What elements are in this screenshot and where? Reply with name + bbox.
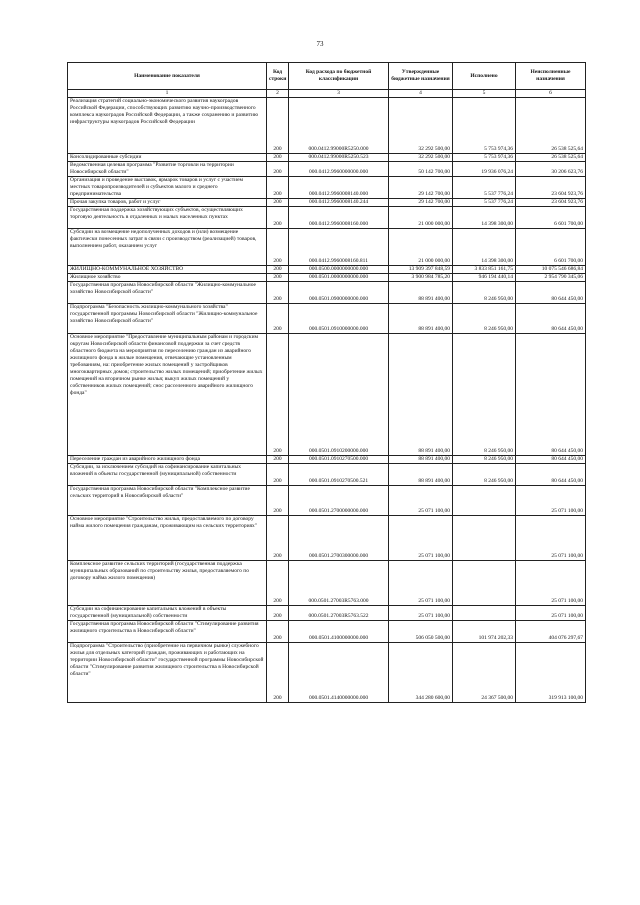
indicator-name-cell: Жилищное хозяйство [68,274,267,282]
approved-amount-cell: 29 142 700,00 [389,199,453,207]
indicator-name-cell: Подпрограмма "Безопасность жилищно-коммунального хозяйства" государственной программы Новосибирской области "Жилищно-коммунальное хозяйство Новосибирской области" [68,304,267,334]
unexecuted-amount-cell: 80 644 450,00 [516,334,586,456]
unexecuted-amount-cell: 319 913 100,00 [516,643,586,703]
table-row [68,207,586,229]
line-code-cell: 200 [267,177,289,199]
line-code-cell: 200 [267,98,289,154]
executed-amount-cell: 8 246 950,00 [453,334,516,456]
executed-amount-cell: 8 246 950,00 [453,464,516,486]
indicator-name-cell: Субсидии на возмещение недополученных доходов и (или) возмещение фактически понесенных затрат в связи с производством (реализацией) товаров, выполнением работ, оказанием услуг [68,229,267,266]
indicator-name-cell: Государственная программа Новосибирской области "Жилищно-коммунальное хозяйство Новосибирской области" [68,282,267,304]
table-row [68,606,586,621]
expense-code-cell: 000.0412.9960008160.000 [289,207,389,229]
column-number: 5 [453,90,516,98]
unexecuted-amount-cell: 25 071 100,00 [516,516,586,561]
executed-amount-cell: 8 246 950,00 [453,456,516,464]
approved-amount-cell: 25 071 100,00 [389,606,453,621]
line-code-cell: 200 [267,266,289,274]
unexecuted-amount-cell: 26 538 525,64 [516,98,586,154]
budget-execution-table [67,62,586,703]
executed-amount-cell: 946 194 440,14 [453,274,516,282]
header-approved: Утвержденные бюджетные назначения [389,63,453,90]
expense-code-cell: 000.0500.0000000000.000 [289,266,389,274]
expense-code-cell: 000.0501.2700300000.000 [289,516,389,561]
executed-amount-cell: 5 753 974,36 [453,98,516,154]
indicator-name-cell: Организация и проведение выставок, ярмарок товаров и услуг с участием местных товаропроизводителей и субъектов малого и среднего предпринимательства [68,177,267,199]
approved-amount-cell: 13 909 397 848,59 [389,266,453,274]
approved-amount-cell: 21 000 000,00 [389,229,453,266]
line-code-cell: 200 [267,282,289,304]
executed-amount-cell: 3 833 851 161,75 [453,266,516,274]
approved-amount-cell: 25 071 100,00 [389,516,453,561]
line-code-cell: 200 [267,229,289,266]
table-row [68,561,586,606]
unexecuted-amount-cell: 6 601 700,00 [516,229,586,266]
header-expense-code: Код расхода по бюджетной классификации [289,63,389,90]
header-unexecuted: Неисполненные назначения [516,63,586,90]
line-code-cell: 200 [267,199,289,207]
indicator-name-cell: Подпрограмма "Строительство (приобретение на первичном рынке) служебного жилья для отдельных категорий граждан, проживающих и работающих на территории Новосибирской области" государственной программы Новосибирской области "Стимулирование развития жилищного строительства в Новосибирской области" [68,643,267,703]
table-row [68,154,586,162]
line-code-cell: 200 [267,456,289,464]
line-code-cell: 200 [267,643,289,703]
line-code-cell: 200 [267,154,289,162]
unexecuted-amount-cell: 2 954 790 345,06 [516,274,586,282]
indicator-name-cell: Реализация стратегий социально-экономического развития наукоградов Российской Федерации, способствующих развитию научно-производственного комплекса наукоградов Российской Федерации, а также сохранению и развитию инфраструктуры наукоградов Российской Федерации [68,98,267,154]
executed-amount-cell [453,606,516,621]
executed-amount-cell: 24 367 500,00 [453,643,516,703]
approved-amount-cell: 32 292 500,00 [389,154,453,162]
approved-amount-cell: 25 071 100,00 [389,561,453,606]
header-indicator-name: Наименование показателя [68,63,267,90]
unexecuted-amount-cell: 10 075 546 686,84 [516,266,586,274]
expense-code-cell: 000.0412.99000R5250.523 [289,154,389,162]
approved-amount-cell: 88 891 400,00 [389,304,453,334]
expense-code-cell: 000.0412.9960008160.811 [289,229,389,266]
unexecuted-amount-cell: 6 601 700,00 [516,207,586,229]
indicator-name-cell: Прочая закупка товаров, работ и услуг [68,199,267,207]
line-code-cell: 200 [267,606,289,621]
approved-amount-cell: 88 891 400,00 [389,456,453,464]
unexecuted-amount-cell: 80 644 450,00 [516,456,586,464]
indicator-name-cell: Основное мероприятие "Строительство жилья, предоставляемого по договору найма жилого помещения гражданам, проживающим на сельских территориях" [68,516,267,561]
table-row [68,456,586,464]
expense-code-cell: 000.0501.0910000000.000 [289,304,389,334]
column-number: 4 [389,90,453,98]
table-row [68,516,586,561]
expense-code-cell: 000.0501.4140000000.000 [289,643,389,703]
unexecuted-amount-cell: 23 604 923,76 [516,177,586,199]
executed-amount-cell: 19 936 076,24 [453,162,516,177]
approved-amount-cell: 21 000 000,00 [389,207,453,229]
indicator-name-cell: Консолидированные субсидии [68,154,267,162]
line-code-cell: 200 [267,464,289,486]
column-number: 3 [289,90,389,98]
approved-amount-cell: 88 891 400,00 [389,282,453,304]
executed-amount-cell: 5 537 776,24 [453,199,516,207]
expense-code-cell: 000.0501.4100000000.000 [289,621,389,643]
line-code-cell: 200 [267,304,289,334]
unexecuted-amount-cell: 30 206 623,76 [516,162,586,177]
indicator-name-cell: Государственная программа Новосибирской области "Комплексное развитие сельских территорий в Новосибирской области" [68,486,267,516]
approved-amount-cell: 88 891 400,00 [389,464,453,486]
unexecuted-amount-cell: 404 076 297,67 [516,621,586,643]
indicator-name-cell: Государственная программа Новосибирской области "Стимулирование развития жилищного строительства в Новосибирской области" [68,621,267,643]
expense-code-cell: 000.0501.2700000000.000 [289,486,389,516]
approved-amount-cell: 50 142 700,00 [389,162,453,177]
executed-amount-cell: 5 753 974,36 [453,154,516,162]
unexecuted-amount-cell: 80 644 450,00 [516,282,586,304]
unexecuted-amount-cell: 80 644 450,00 [516,304,586,334]
unexecuted-amount-cell: 25 071 100,00 [516,561,586,606]
executed-amount-cell [453,516,516,561]
table-row [68,177,586,199]
line-code-cell: 200 [267,516,289,561]
unexecuted-amount-cell: 25 071 100,00 [516,486,586,516]
column-number: 1 [68,90,267,98]
table-row [68,266,586,274]
executed-amount-cell: 14 398 300,00 [453,229,516,266]
table-row [68,464,586,486]
table-row [68,162,586,177]
unexecuted-amount-cell: 26 538 525,64 [516,154,586,162]
expense-code-cell: 000.0412.9960008140.244 [289,199,389,207]
approved-amount-cell: 29 142 700,00 [389,177,453,199]
executed-amount-cell [453,561,516,606]
table-row [68,334,586,456]
line-code-cell: 200 [267,621,289,643]
table-row [68,643,586,703]
column-number-row [68,90,586,98]
unexecuted-amount-cell: 25 071 100,00 [516,606,586,621]
header-executed: Исполнено [453,63,516,90]
expense-code-cell: 000.0501.0000000000.000 [289,274,389,282]
expense-code-cell: 000.0501.27003R5763.522 [289,606,389,621]
line-code-cell: 200 [267,162,289,177]
indicator-name-cell: Субсидии, за исключением субсидий на софинансирование капитальных вложений в объекты государственной (муниципальной) собственности [68,464,267,486]
approved-amount-cell: 344 280 600,00 [389,643,453,703]
indicator-name-cell: Комплексное развитие сельских территорий (государственная поддержка муниципальных образований по строительству жилья, предоставляемого по договору найма жилого помещения) [68,561,267,606]
expense-code-cell: 000.0501.0910270500.000 [289,456,389,464]
indicator-name-cell: Субсидии на софинансирование капитальных вложений в объекты государственной (муниципальной) собственности [68,606,267,621]
indicator-name-cell: ЖИЛИЩНО-КОММУНАЛЬНОЕ ХОЗЯЙСТВО [68,266,267,274]
page-number: 73 [316,40,324,48]
approved-amount-cell: 25 071 100,00 [389,486,453,516]
table-row [68,621,586,643]
expense-code-cell: 000.0412.99000R5250.000 [289,98,389,154]
line-code-cell: 200 [267,207,289,229]
executed-amount-cell: 101 974 202,33 [453,621,516,643]
table-row [68,199,586,207]
table-row [68,304,586,334]
executed-amount-cell [453,486,516,516]
executed-amount-cell: 5 537 776,24 [453,177,516,199]
expense-code-cell: 000.0501.27003R5763.000 [289,561,389,606]
approved-amount-cell: 3 900 984 785,20 [389,274,453,282]
table-header-row [68,63,586,90]
indicator-name-cell: Переселение граждан из аварийного жилищного фонда [68,456,267,464]
line-code-cell: 200 [267,486,289,516]
table-row [68,229,586,266]
table-row [68,486,586,516]
approved-amount-cell: 32 292 500,00 [389,98,453,154]
indicator-name-cell: Ведомственная целевая программа "Развитие торговли на территории Новосибирской области" [68,162,267,177]
expense-code-cell: 000.0412.9960008140.000 [289,177,389,199]
column-number: 2 [267,90,289,98]
unexecuted-amount-cell: 80 644 450,00 [516,464,586,486]
header-line-code: Код строки [267,63,289,90]
executed-amount-cell: 8 246 950,00 [453,282,516,304]
unexecuted-amount-cell: 23 604 923,76 [516,199,586,207]
line-code-cell: 200 [267,334,289,456]
indicator-name-cell: Основное мероприятие "Предоставление муниципальным районам и городским округам Новосибирской области финансовой поддержки за счет средств областного бюджета на мероприятия по переселению граждан из аварийного жилищного фонда в жилые помещения, отвечающие установленным требованиям, на: приобретение жилых помещений у застройщиков многоквартирных домов; строительство жилых помещений; приобретение жилых помещений на вторичном рынке жилья; выкуп жилых помещений у собственников жилых помещений; снос расселенного аварийного жилищного фонда" [68,334,267,456]
expense-code-cell: 000.0501.0910270500.521 [289,464,389,486]
approved-amount-cell: 506 050 500,00 [389,621,453,643]
table-row [68,274,586,282]
executed-amount-cell: 14 398 300,00 [453,207,516,229]
expense-code-cell: 000.0412.9960000000.000 [289,162,389,177]
table-row [68,98,586,154]
line-code-cell: 200 [267,274,289,282]
expense-code-cell: 000.0501.0900000000.000 [289,282,389,304]
expense-code-cell: 000.0501.0910200000.000 [289,334,389,456]
approved-amount-cell: 88 891 400,00 [389,334,453,456]
indicator-name-cell: Государственная поддержка хозяйствующих субъектов, осуществляющих торговую деятельность в отдаленных и малых населенных пунктах [68,207,267,229]
executed-amount-cell: 8 246 950,00 [453,304,516,334]
line-code-cell: 200 [267,561,289,606]
table-row [68,282,586,304]
column-number: 6 [516,90,586,98]
